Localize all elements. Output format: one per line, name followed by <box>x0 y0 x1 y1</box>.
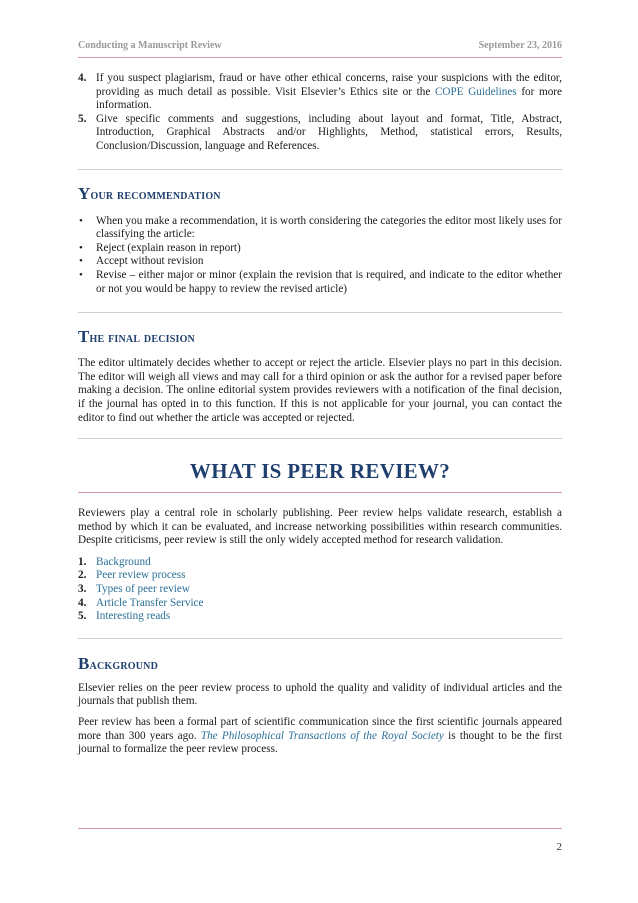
section-heading-final-decision: The final decision <box>78 327 195 347</box>
intro-item-text: If you suspect plagiarism, fraud or have other ethical concerns, raise your suspicions with the editor, providing as much detail as possible. Visit Elsevier’s Ethics site or the <box>96 72 562 98</box>
royal-society-link[interactable]: The Philosophical Transactions of the Royal Society <box>200 729 444 742</box>
section-heading-background: Background <box>78 653 159 673</box>
list-number: 4. <box>78 72 87 84</box>
header-rule <box>78 57 562 58</box>
intro-item-5 <box>78 113 562 154</box>
toc-link-interesting-reads[interactable]: Interesting reads <box>96 610 171 623</box>
bullet-icon: • <box>79 255 83 268</box>
list-number: 5. <box>78 112 87 125</box>
toc-item: 5. Interesting reads <box>78 610 171 623</box>
peer-review-paragraph: Reviewers play a central role in scholarly publishing. Peer review helps validate research, establish a method by which it can be evaluated, and increase networking possibilities within research communities. Despite criticisms, peer review is still the only widely accepted method for research validation. <box>78 507 562 547</box>
page-content <box>78 72 562 757</box>
page-number: 2 <box>556 841 562 853</box>
footer-rule <box>78 828 562 829</box>
list-item: • Reject (explain reason in report) <box>79 241 241 254</box>
header-date: September 23, 2016 <box>478 40 562 51</box>
bullet-icon: • <box>79 241 83 254</box>
list-item: • Revise – either major or minor (explain the revision that is required, and indicate to the editor whether or not you would be happy to review the revised article) <box>79 268 562 295</box>
toc-link-article-transfer-service[interactable]: Article Transfer Service <box>96 596 204 609</box>
toc-link-peer-review-process[interactable]: Peer review process <box>96 569 186 582</box>
running-header <box>78 40 562 51</box>
toc-item: 4. Article Transfer Service <box>78 596 204 609</box>
toc-link-types-of-peer-review[interactable]: Types of peer review <box>96 583 190 596</box>
background-paragraph-1: Elsevier relies on the peer review process to uphold the quality and validity of individual articles and the journals that publish them. <box>78 681 562 708</box>
intro-item-4 <box>78 72 562 113</box>
final-decision-paragraph: The editor ultimately decides whether to accept or reject the article. Elsevier plays no part in this decision. The editor will weigh all views and may call for a third opinion or ask the author for a revised paper before making a decision. The online editorial system provides reviewers with a notification of the final decision, if the journal has opted in to this function. If this is not applicable for your journal, you can contact the editor to find out whether the article was accepted or rejected. <box>78 357 562 424</box>
intro-list <box>78 72 562 154</box>
cope-guidelines-link[interactable]: COPE Guidelines <box>434 85 517 98</box>
toc-item: 3. Types of peer review <box>78 583 190 596</box>
bullet-icon: • <box>79 214 83 227</box>
header-title: Conducting a Manuscript Review <box>78 40 222 51</box>
background-paragraph-2: Peer review has been a formal part of scientific communication since the first scientific journals appeared more than 300 years ago. The Philosophical Transactions of the Royal Society is thought to be the first journal to formalize the peer review process. <box>78 716 562 756</box>
toc-list <box>78 556 562 624</box>
toc-item: 2. Peer review process <box>78 569 186 582</box>
section-heading-recommendation: Your recommendation <box>78 183 221 203</box>
list-item: • Accept without revision <box>79 255 204 268</box>
bullet-icon: • <box>79 268 83 281</box>
toc-item: 1. Background <box>78 555 151 568</box>
intro-item-text: Give specific comments and suggestions, including about layout and format, Title, Abstract, Introduction, Graphical Abstracts and/or Highlights, Method, statistical errors, Results, Conclusion/Discussion, language and References. <box>96 112 562 152</box>
recommendation-list <box>78 215 562 297</box>
toc-link-background[interactable]: Background <box>96 555 151 568</box>
list-item: • When you make a recommendation, it is worth considering the categories the editor most likely uses for classifying the article: <box>79 214 562 241</box>
intro-item-text-after: for more information. <box>96 85 562 112</box>
main-heading: WHAT IS PEER REVIEW? <box>189 459 451 484</box>
